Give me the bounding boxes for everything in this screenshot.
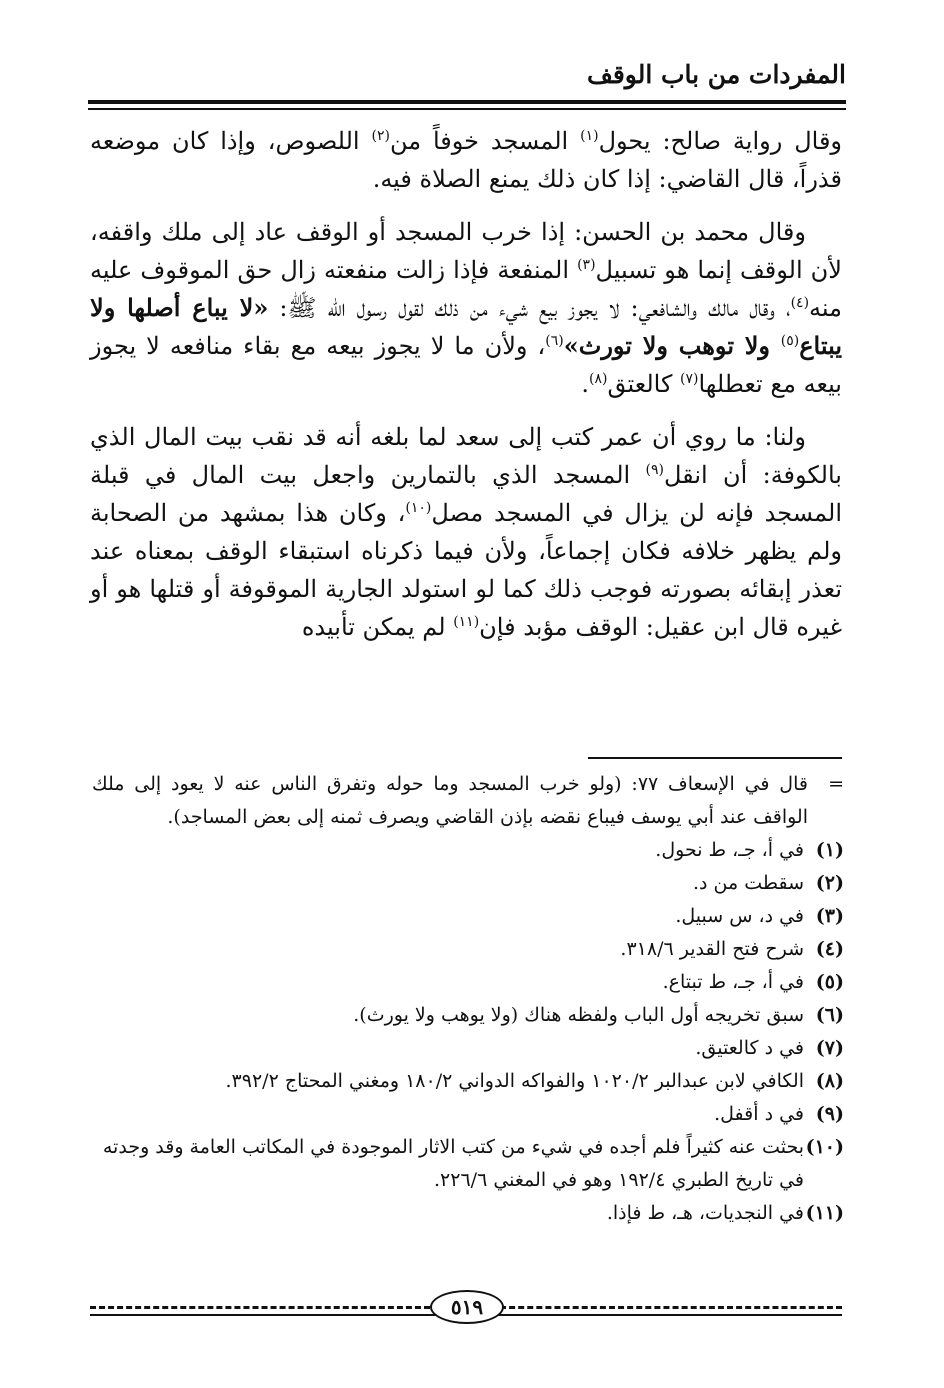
text-run: ، وقال مالك والشافعي: لا يجوز بيع شيء من ذلك لقول رسول الله ﷺ: xyxy=(268,294,791,322)
footnote-item xyxy=(92,867,844,900)
paragraph-1 xyxy=(90,122,842,198)
hadith-quote: «لا يباع أصلها ولا يبتاع xyxy=(90,293,843,360)
text-run: اللصوص، وإذا كان موضعه قذراً، قال القاضي: إذا كان ذلك يمنع الصلاة فيه. xyxy=(90,127,842,193)
footnote-text: في أ، جـ، ط تبتاع. xyxy=(662,971,804,993)
footnote-text: سبق تخريجه أول الباب ولفظه هناك (ولا يوهب ولا يورث). xyxy=(353,1004,804,1026)
footer-dash-right xyxy=(500,1306,842,1309)
footnote-text: في النجديات، هـ، ط فإذا. xyxy=(606,1202,804,1224)
text-run: ، ولأن ما لا يجوز بيعه مع بقاء منافعه لا يجوز بيعه مع تعطلها xyxy=(90,332,842,398)
footnote-item xyxy=(92,900,844,933)
footnote-text: الكافي لابن عبدالبر ١٠٢٠/٢ والفواكه الدواني ١٨٠/٢ ومغني المحتاج ٣٩٢/٢. xyxy=(225,1070,804,1092)
footnote-number: (٩) xyxy=(815,1103,844,1125)
text-run: وقال محمد بن الحسن: إذا خرب المسجد أو الوقف عاد إلى ملك واقفه، لأن الوقف إنما هو تسبيل xyxy=(90,218,842,284)
footnote-item xyxy=(92,1065,844,1098)
footnote-text: سقطت من د. xyxy=(693,872,804,894)
text-run: كالعتق xyxy=(607,370,680,398)
footer-dash-left xyxy=(90,1306,430,1309)
text-run: ولنا: ما روي أن عمر كتب إلى سعد لما بلغه أنه قد نقب بيت المال الذي بالكوفة: أن انقل xyxy=(90,423,842,489)
running-header xyxy=(88,56,846,102)
footnote-number: (١) xyxy=(815,839,844,861)
footnote-item xyxy=(92,834,844,867)
footnote-text: بحثت عنه كثيراً فلم أجده في شيء من كتب الاثار الموجودة في المكاتب العامة وقد وجدته في تاريخ الطبري ١٩٢/٤ وهو في المغني ٢٢٦/٦. xyxy=(102,1136,804,1191)
hadith-quote: ولا توهب ولا تورث» xyxy=(563,331,781,360)
header-rule-thick xyxy=(88,100,846,104)
footnote-number: (٢) xyxy=(815,872,844,894)
footnote-text: في د، س سبيل. xyxy=(675,905,804,927)
footnote-ref[interactable]: (١) xyxy=(580,128,599,144)
continuation-mark: = xyxy=(828,773,844,795)
header-rule-thin xyxy=(88,108,846,110)
footnote-item xyxy=(92,1131,844,1197)
paragraph-3 xyxy=(90,418,842,646)
footnote-text: في أ، جـ، ط نحول. xyxy=(655,839,804,861)
footnote-text: في د أقفل. xyxy=(714,1103,804,1125)
footnote-number: (٥) xyxy=(815,971,844,993)
text-run: . xyxy=(581,370,590,398)
footnote-ref[interactable]: (٥) xyxy=(780,333,800,349)
main-text xyxy=(90,122,842,661)
footnote-item xyxy=(92,1098,844,1131)
text-run: لم يمكن تأبيده xyxy=(301,613,454,641)
footnote-item xyxy=(92,933,844,966)
footnote-number: (٦) xyxy=(815,1004,844,1026)
header-title: المفردات من باب الوقف xyxy=(586,60,846,89)
text-run: المسجد الذي بالتمارين واجعل بيت المال في قبلة المسجد فإنه لن يزال في المسجد مصل xyxy=(90,461,842,527)
footnote-text: في د كالعتيق. xyxy=(695,1037,804,1059)
footnote-ref[interactable]: (٣) xyxy=(577,257,596,273)
footnote-ref[interactable]: (٨) xyxy=(589,371,608,387)
footnote-separator xyxy=(588,757,842,759)
footnote-ref[interactable]: (٢) xyxy=(371,128,390,144)
text-run: ، وكان هذا بمشهد من الصحابة ولم يظهر خلافه فكان إجماعاً، ولأن فيما ذكرناه استبقاء الوقف بمعناه عند تعذر إبقائه بصورته فوجب ذلك كما لو استولد الجارية الموقوفة أو قتلها هو أو غيره قال ابن عقيل: الوقف مؤبد فإن xyxy=(90,499,842,641)
footnote-number: (٣) xyxy=(815,905,844,927)
footnotes xyxy=(92,768,844,1230)
footnote-ref[interactable]: (٦) xyxy=(545,333,564,349)
text-run: وقال رواية صالح: يحول xyxy=(598,127,843,155)
footnote-number: (٨) xyxy=(815,1070,844,1092)
footnote-ref[interactable]: (١١) xyxy=(453,614,480,630)
footnote-text: شرح فتح القدير ٣١٨/٦. xyxy=(620,938,804,960)
footnote-item xyxy=(92,999,844,1032)
footnote-number: (٧) xyxy=(815,1037,844,1059)
footnote-item xyxy=(92,1032,844,1065)
footnote-number: (٤) xyxy=(815,938,844,960)
footnote-ref[interactable]: (٧) xyxy=(680,371,699,387)
text-run: المسجد خوفاً من xyxy=(389,127,581,155)
footnote-ref[interactable]: (١٠) xyxy=(405,500,432,516)
footnote-item xyxy=(92,1197,844,1230)
footnote-ref[interactable]: (٤) xyxy=(790,295,810,311)
footnote-continuation xyxy=(92,768,844,834)
footnote-number: (١٠) xyxy=(805,1136,844,1158)
text-run: المنفعة فإذا زالت منفعته زال حق الموقوف عليه منه xyxy=(90,256,843,322)
page-number: ٥١٩ xyxy=(430,1290,504,1324)
footnote-number: (١١) xyxy=(805,1202,844,1224)
paragraph-2 xyxy=(90,213,842,403)
footnote-ref[interactable]: (٩) xyxy=(645,462,664,478)
footnote-item xyxy=(92,966,844,999)
footnote-text: قال في الإسعاف ٧٧: (ولو خرب المسجد وما حوله وتفرق الناس عنه لا يعود إلى ملك الواقف عند أبي يوسف فيباع نقضه بإذن القاضي ويصرف ثمنه إلى بعض المساجد). xyxy=(92,773,808,828)
